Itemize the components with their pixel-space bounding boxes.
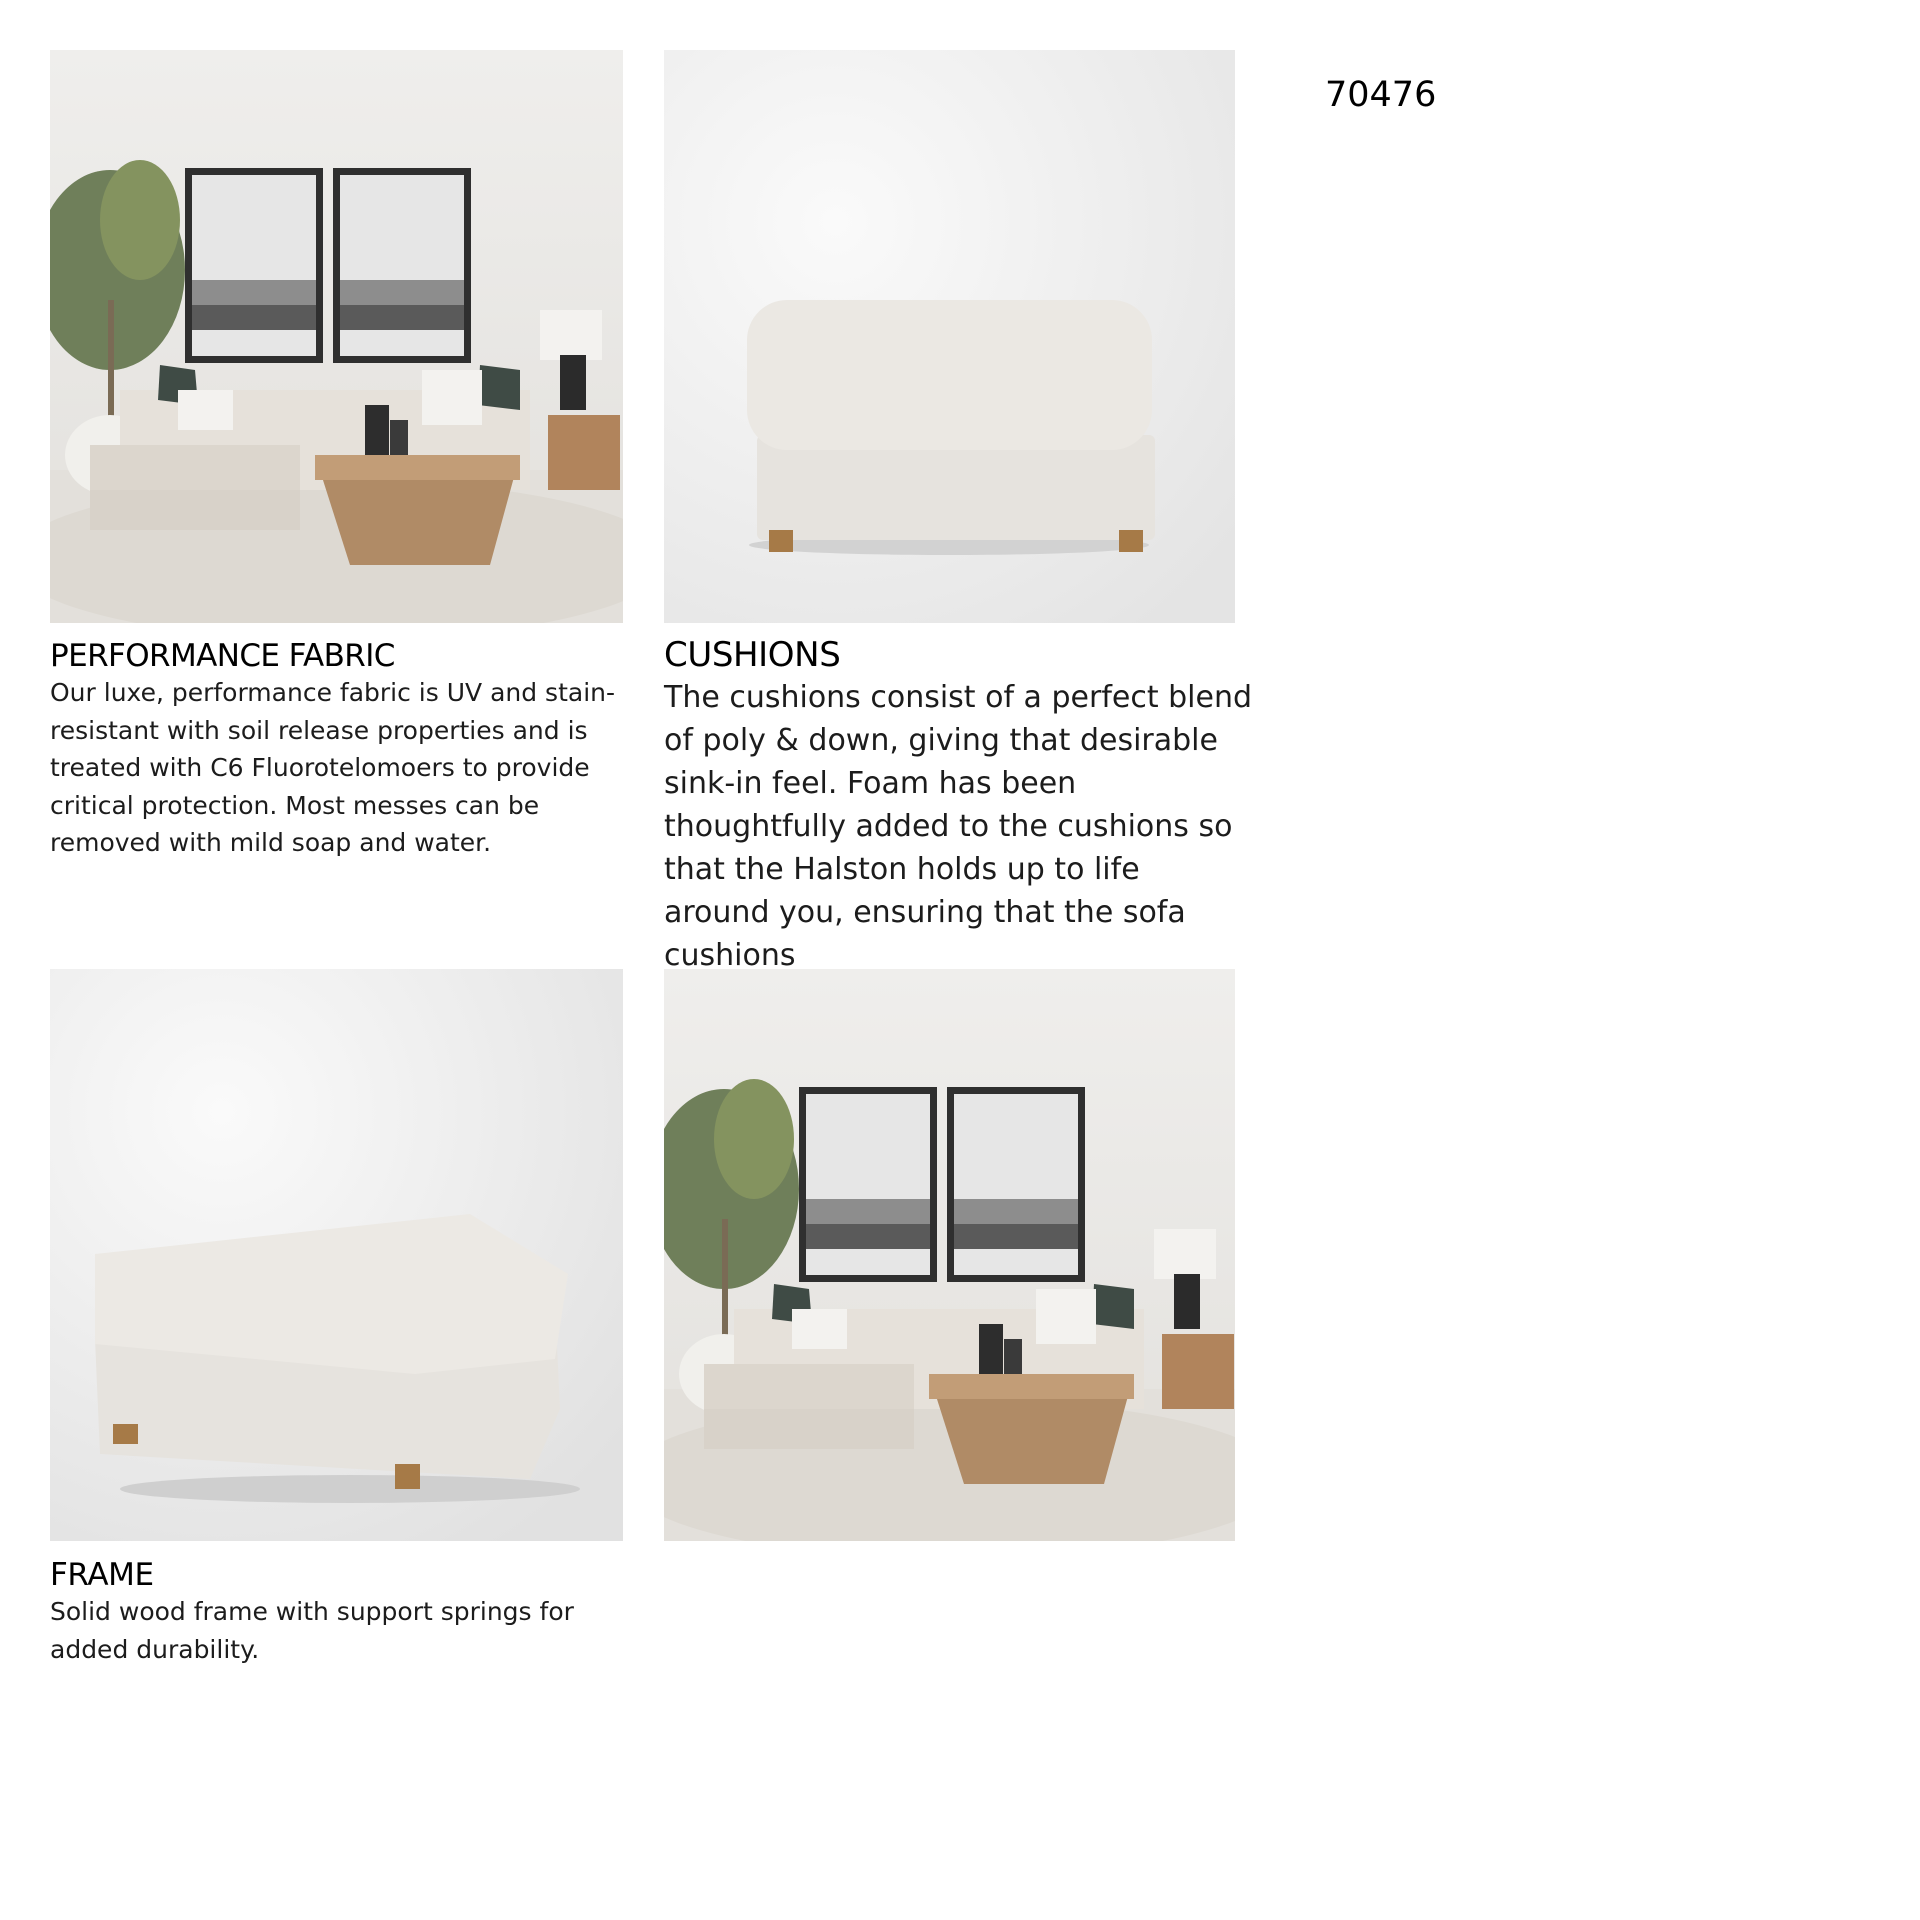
ottoman-photo-front: [664, 50, 1235, 623]
frame-text: Solid wood frame with support springs for added durability.: [50, 1597, 574, 1664]
cushions-text: The cushions consist of a perfect blend of poly & down, giving that desirable sink-in feel. Foam has been thoughtfully added to the cushions so that the Halston holds up to life around you, ensuring that the sofa cushions: [664, 680, 1253, 973]
product-number: 70476: [1325, 75, 1437, 115]
living-room-photo-1: [50, 50, 623, 623]
living-room-photo-2: [664, 969, 1235, 1541]
frame-title: FRAME: [50, 1557, 154, 1593]
ottoman-photo-angle: [50, 969, 623, 1541]
cushions-title: CUSHIONS: [664, 635, 841, 675]
performance-fabric-text: Our luxe, performance fabric is UV and stain-resistant with soil release properties and is treated with C6 Fluorotelomoers to provide critical protection. Most messes can be removed with mild soap and water.: [50, 678, 616, 857]
performance-fabric-title: PERFORMANCE FABRIC: [50, 638, 395, 674]
